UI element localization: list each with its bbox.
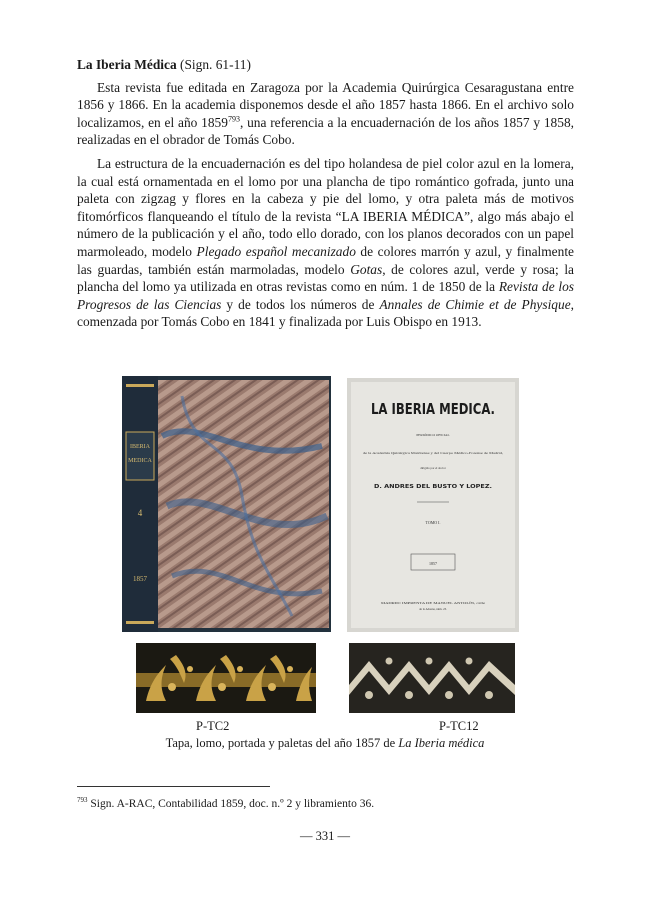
title-page-heading: LA IBERIA MEDICA. — [371, 400, 495, 418]
paragraph-1 — [77, 79, 574, 149]
p2-italic-3: Revista de los Progresos de las Ciencias — [77, 279, 575, 312]
paragraph-1-text: Esta revista fue editada en Zaragoza por la Academia Quirúrgica Cesaragustana entre 1856 y 1866. En la academia disponemos desde el año 1857 hasta 1866. En el archivo solo localizamos, en el año 1859 — [77, 79, 574, 130]
caption-text: Tapa, lomo, portada y paletas del año 1857 de — [165, 736, 399, 750]
spine-year: 1857 — [133, 575, 147, 583]
title-page-line-3: dirigido por el doctor — [420, 466, 446, 470]
title-page-year: 1857 — [429, 561, 437, 566]
p2-italic-2: Gotas — [350, 261, 383, 277]
paragraph-1-text-end: , una referencia a la encuadernación de los años 1857 y 1858, realizadas en el obrador de Tomás Cobo. — [77, 114, 574, 148]
p2-text-2: de colores marrón y azul, y finalmente las guardas, también están marmoladas, modelo — [77, 243, 574, 277]
p2-text-3: , de colores azul, verde y rosa; la plancha del lomo ya utilizada en otras revistas como en núm. 1 de 1850 de la — [77, 261, 574, 295]
page-number: — 331 — — [300, 829, 350, 843]
title-page-editor: D. ANDRES DEL BUSTO Y LOPEZ. — [374, 484, 492, 490]
title-page-imprint-1: MADRID: IMPRENTA DE MANUEL ANTOLÍN, calle — [381, 601, 449, 605]
footnote-text: Sign. A-RAC, Contabilidad 1859, doc. n.º 2 y libramiento 36. — [87, 798, 375, 810]
title-page-line-2: de la Academia Quirúrgica Matritense y del Cuerpo Médico-Forense de Madrid, — [363, 451, 466, 455]
heading-sign: (Sign. 61-11) — [176, 57, 251, 72]
book-cover-photo — [122, 376, 331, 632]
paragraph-2 — [77, 155, 574, 331]
section-heading — [77, 56, 574, 74]
spine-title-2: MEDICA — [128, 458, 152, 464]
footnote-divider — [77, 786, 270, 787]
p2-text-1: La estructura de la encuadernación es del tipo holandesa de piel color azul en la lomera, la cual está ornamentada en el lomo por una plancha de tipo romántico gofrada, junto una paleta con zigzag y flores en la cabeza y pie del lomo, y otra paleta más de motivos fitomórficos flanqueando el título de la revista “LA IBERIA MÉDICA”, algo más abajo el número de la publicación y el año, todo ello dorado, con los planos decorados con un papel marmoleado, modelo — [77, 155, 574, 259]
tool-impression-p-tc2 — [136, 643, 316, 713]
title-page-line-1: PERIÓDICO OFICIAL — [416, 433, 450, 437]
spine-volume: 4 — [137, 508, 143, 518]
figure-label-left: P-TC2 — [196, 719, 230, 733]
heading-title: La Iberia Médica — [77, 57, 177, 72]
title-page-tomo: TOMO I. — [425, 520, 441, 525]
p2-text-4: y de todos los números de — [221, 296, 380, 312]
title-page-photo — [347, 378, 519, 632]
body-text — [77, 56, 574, 337]
title-page-imprint-2: de la Aduana, núm. 23. — [419, 607, 447, 611]
spine-title-1: IBERIA — [130, 444, 150, 450]
caption-italic: La Iberia médica — [398, 736, 485, 750]
footnote-ref[interactable]: 793 — [227, 114, 240, 124]
p2-italic-4: Annales de Chimie et de Physique — [379, 296, 571, 312]
tool-impression-p-tc12 — [349, 643, 515, 713]
p2-text-5: , comenzada por Tomás Cobo en 1841 y finalizada por Luis Obispo en 1913. — [77, 296, 574, 330]
footnote-number: 793 — [77, 796, 88, 805]
p2-italic-1: Plegado español mecanizado — [196, 243, 356, 259]
figure-label-right: P-TC12 — [439, 719, 479, 733]
footnote — [77, 797, 574, 811]
figure-caption — [120, 736, 530, 751]
